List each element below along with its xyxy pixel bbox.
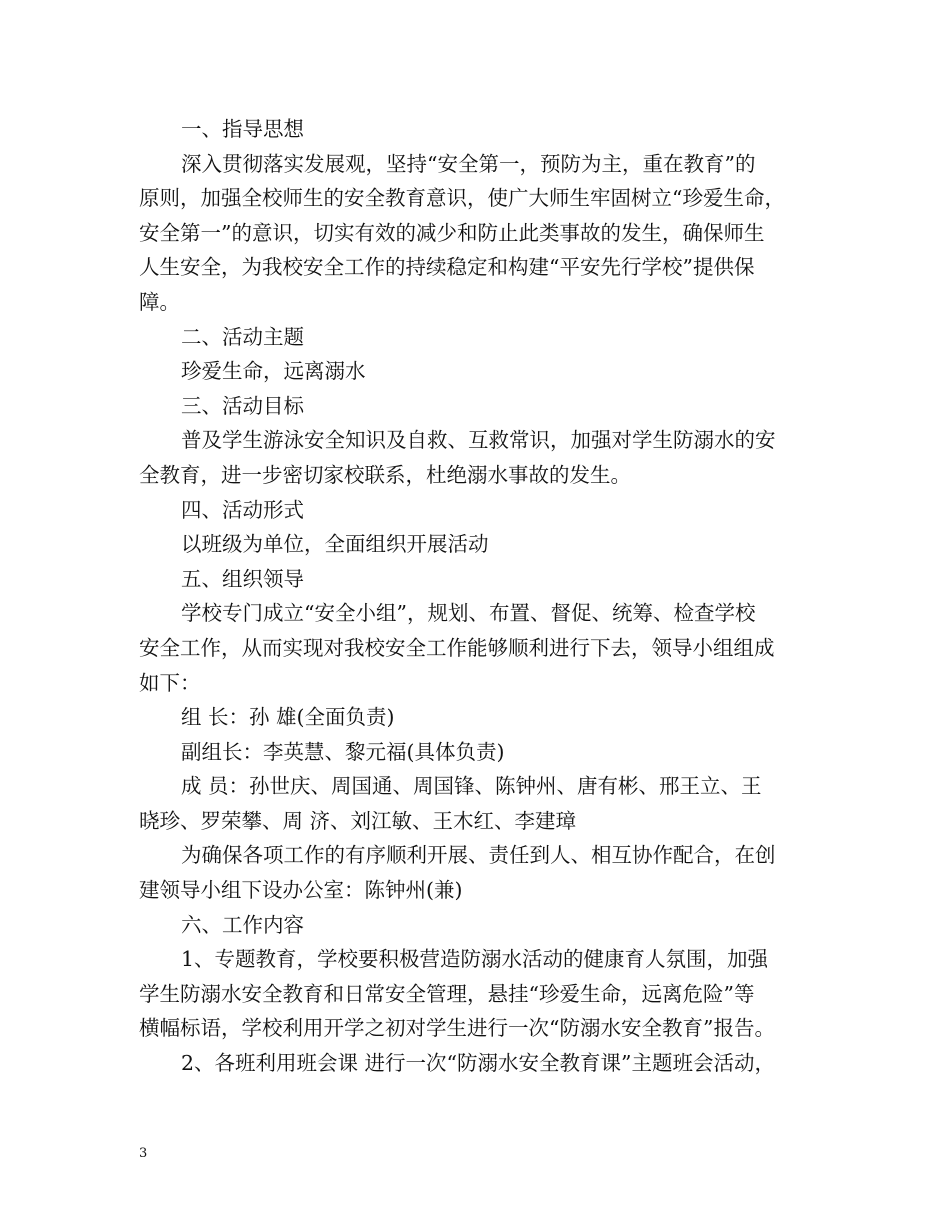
team-leader-line: 组 长：孙 雄(全面负责) — [181, 705, 395, 730]
section-heading-work-content: 六、工作内容 — [181, 912, 304, 937]
paragraph-line: 为确保各项工作的有序顺利开展、责任到人、相互协作配合，在创 — [181, 843, 776, 868]
paragraph-line: 学生防溺水安全教育和日常安全管理，悬挂“珍爱生命，远离危险”等 — [139, 981, 755, 1006]
paragraph-line: 人生安全，为我校安全工作的持续稳定和构建“平安先行学校”提供保 — [139, 255, 755, 280]
deputy-leader-line: 副组长：李英慧、黎元福(具体负责) — [181, 739, 505, 764]
page-number: 3 — [139, 1146, 148, 1161]
section-heading-guiding-ideology: 一、指导思想 — [181, 117, 304, 141]
paragraph-line: 障。 — [139, 289, 180, 314]
paragraph-line: 横幅标语，学校利用开学之初对学生进行一次“防溺水安全教育”报告。 — [139, 1016, 775, 1041]
paragraph-line: 安全第一”的意识，切实有效的减少和防止此类事故的发生，确保师生 — [139, 220, 765, 245]
paragraph-line: 普及学生游泳安全知识及自救、互救常识，加强对学生防溺水的安 — [181, 428, 776, 453]
paragraph-line: 学校专门成立“安全小组”，规划、布置、督促、统筹、检查学校 — [181, 601, 756, 626]
section-heading-activity-goals: 三、活动目标 — [181, 393, 304, 418]
paragraph-line: 2、各班利用班会课 进行一次“防溺水安全教育课”主题班会活动， — [181, 1051, 776, 1076]
paragraph-line: 安全工作，从而实现对我校安全工作能够顺利进行下去，领导小组组成 — [139, 635, 775, 660]
paragraph-line: 原则，加强全校师生的安全教育意识，使广大师生牢固树立“珍爱生命， — [139, 186, 785, 211]
section-heading-activity-format: 四、活动形式 — [181, 497, 304, 522]
paragraph-line: 深入贯彻落实发展观，坚持“安全第一，预防为主，重在教育”的 — [181, 151, 756, 176]
paragraph-line: 以班级为单位，全面组织开展活动 — [181, 532, 489, 557]
paragraph-line: 珍爱生命，远离溺水 — [181, 359, 366, 384]
paragraph-line: 全教育，进一步密切家校联系，杜绝溺水事故的发生。 — [139, 462, 631, 487]
document-body — [139, 112, 819, 1081]
paragraph-line: 晓珍、罗荣攀、周 济、刘江敏、王木红、李建璋 — [139, 808, 577, 833]
paragraph-line: 1、专题教育，学校要积极营造防溺水活动的健康育人氛围，加强 — [181, 947, 769, 972]
section-heading-organization: 五、组织领导 — [181, 566, 304, 591]
paragraph-line: 如下： — [139, 670, 201, 695]
members-line: 成 员：孙世庆、周国通、周国锋、陈钟州、唐有彬、邢王立、王 — [181, 774, 762, 799]
paragraph-line: 建领导小组下设办公室：陈钟州(兼) — [139, 878, 463, 903]
section-heading-activity-theme: 二、活动主题 — [181, 324, 304, 349]
